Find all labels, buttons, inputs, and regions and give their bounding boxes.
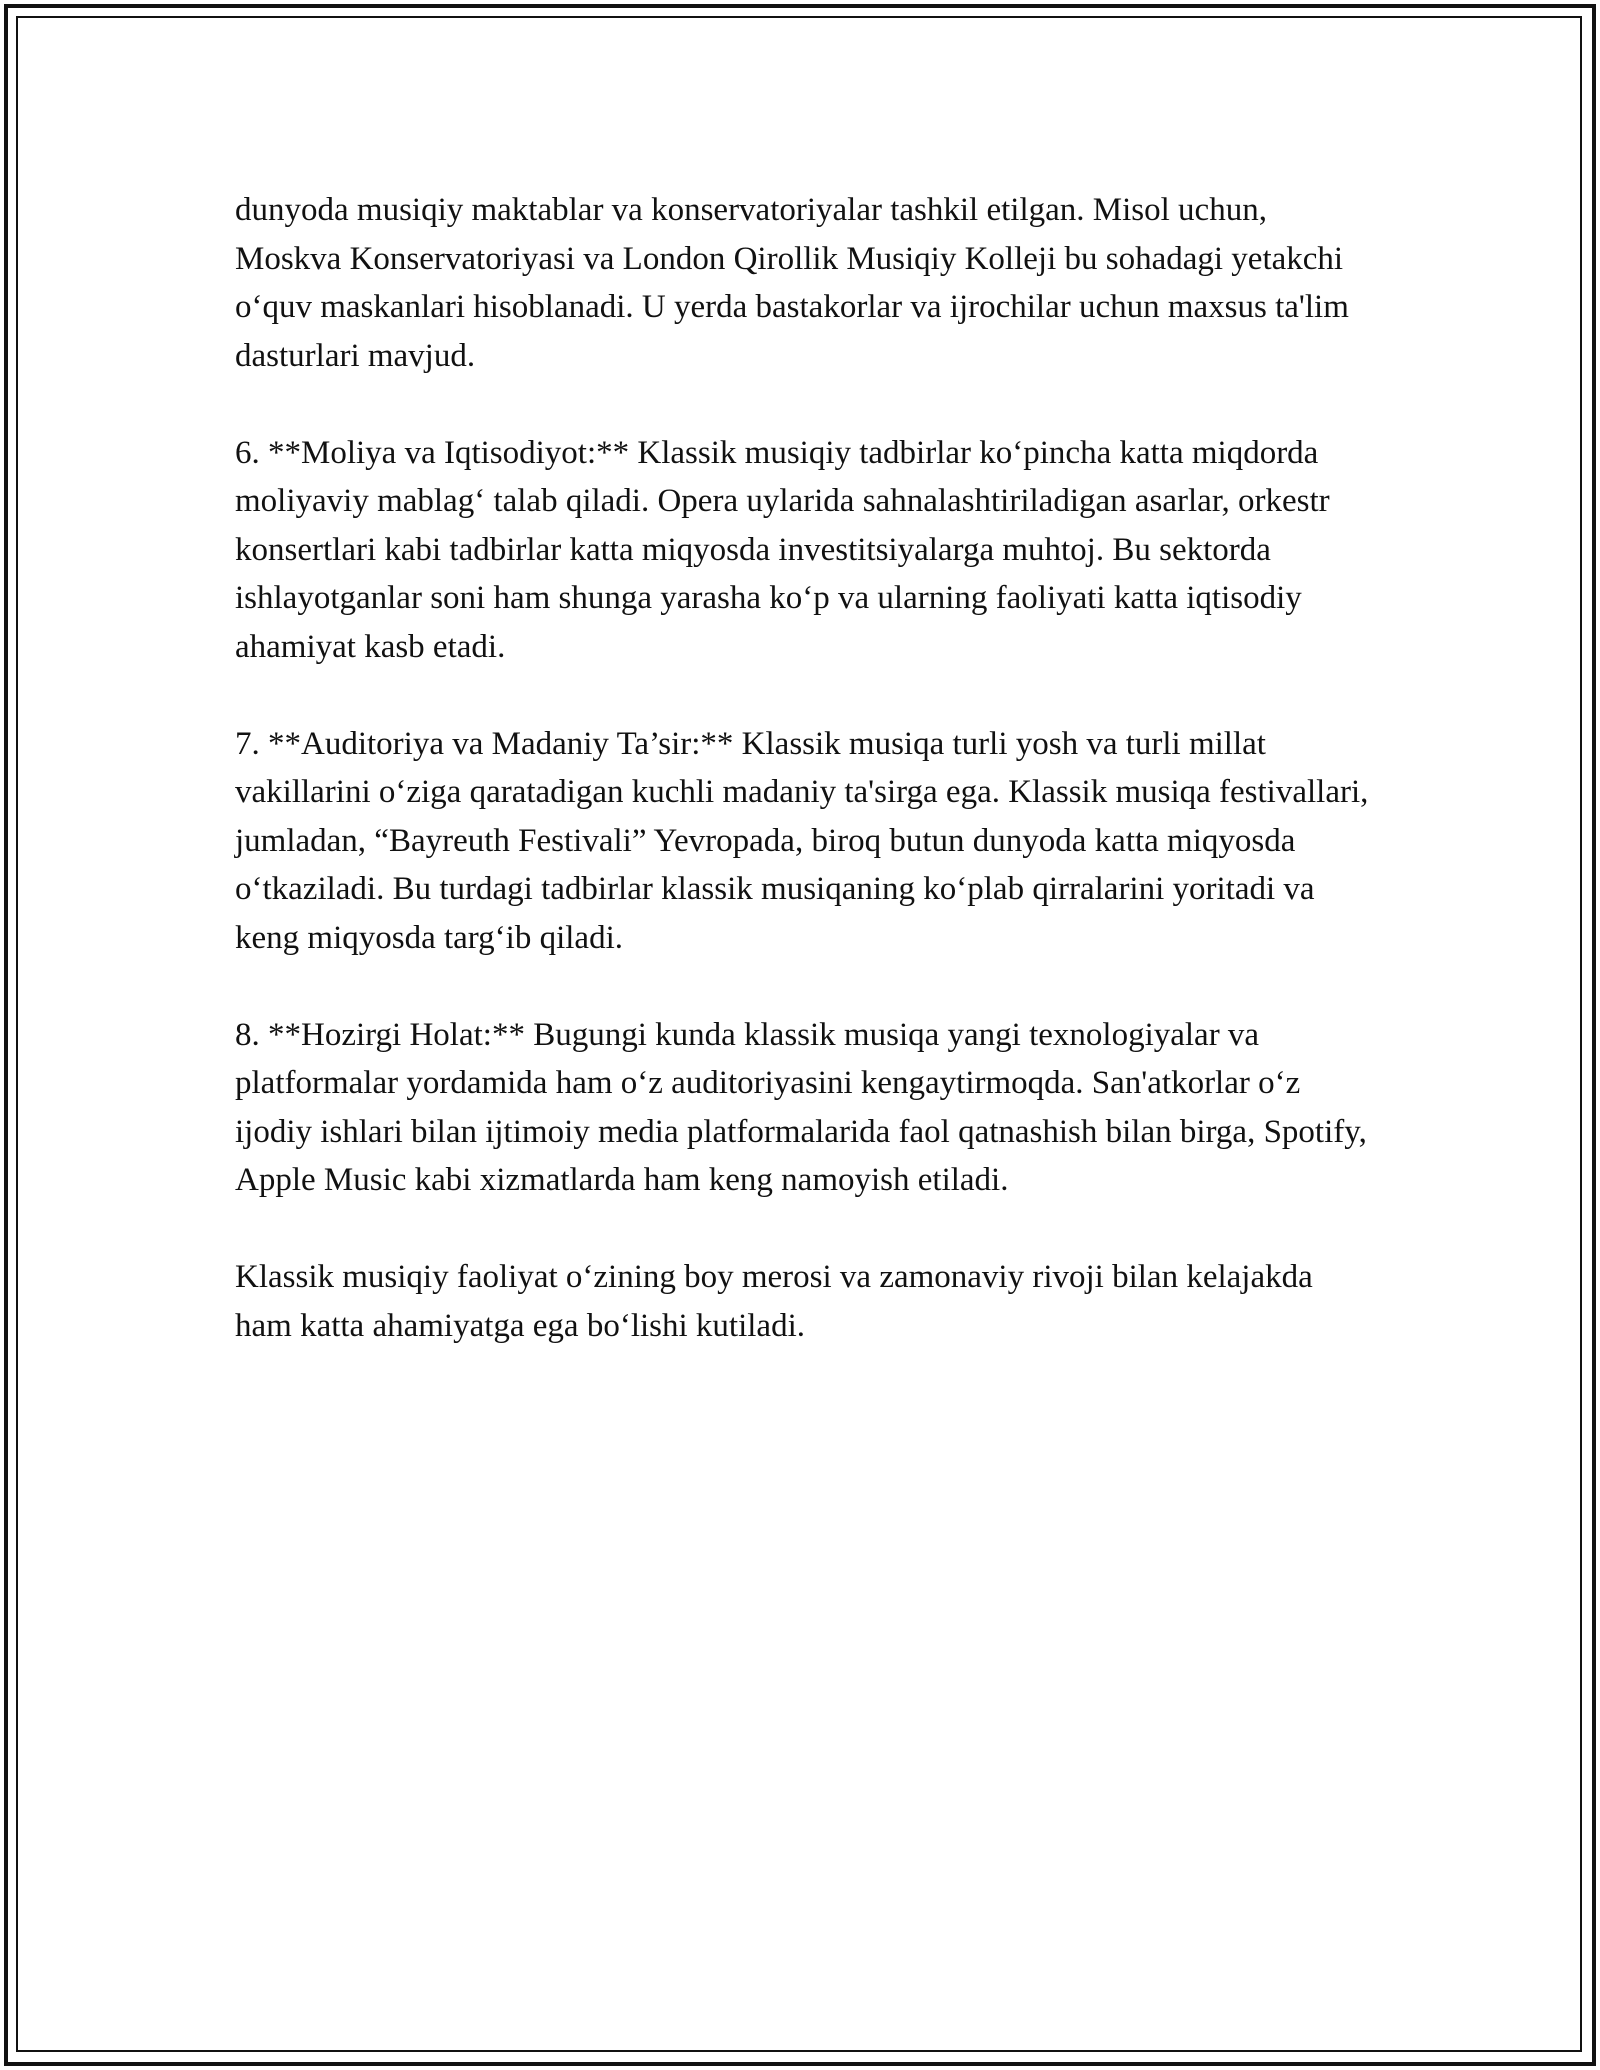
paragraph-finance-economy: 6. **Moliya va Iqtisodiyot:** Klassik musiqiy tadbirlar ko‘pincha katta miqdorda moliyaviy mablag‘ talab qiladi. Opera uylarida sahnalashtiriladigan asarlar, orkestr konsertlari kabi tadbirlar katta miqyosda investitsiyalarga muhtoj. Bu sektorda ishlayotganlar soni ham shunga yarasha ko‘p va ularning faoliyati katta iqtisodiy ahamiyat kasb etadi. (235, 434, 1330, 665)
paragraph-audience-cultural-impact: 7. **Auditoriya va Madaniy Ta’sir:** Klassik musiqa turli yosh va turli millat vakillarini o‘ziga qaratadigan kuchli madaniy ta'sirga ega. Klassik musiqa festivallari, jumladan, “Bayreuth Festivali” Yevropada, biroq butun dunyoda katta miqyosda o‘tkaziladi. Bu turdagi tadbirlar klassik musiqaning ko‘plab qirralarini yoritadi va keng miqyosda targ‘ib qiladi. (235, 725, 1369, 956)
document-body (235, 186, 1375, 1399)
paragraph-intro-continuation: dunyoda musiqiy maktablar va konservatoriyalar tashkil etilgan. Misol uchun, Moskva Konservatoriyasi va London Qirollik Musiqiy Kolleji bu sohadagi yetakchi o‘quv maskanlari hisoblanadi. U yerda bastakorlar va ijrochilar uchun maxsus ta'lim dasturlari mavjud. (235, 192, 1349, 374)
paragraph-conclusion: Klassik musiqiy faoliyat o‘zining boy merosi va zamonaviy rivoji bilan kelajakda ham katta ahamiyatga ega bo‘lishi kutiladi. (235, 1259, 1313, 1344)
paragraph-current-state: 8. **Hozirgi Holat:** Bugungi kunda klassik musiqa yangi texnologiyalar va platformalar yordamida ham o‘z auditoriyasini kengaytirmoqda. San'atkorlar o‘z ijodiy ishlari bilan ijtimoiy media platformalarida faol qatnashish bilan birga, Spotify, Apple Music kabi xizmatlarda ham keng namoyish etiladi. (235, 1016, 1367, 1198)
